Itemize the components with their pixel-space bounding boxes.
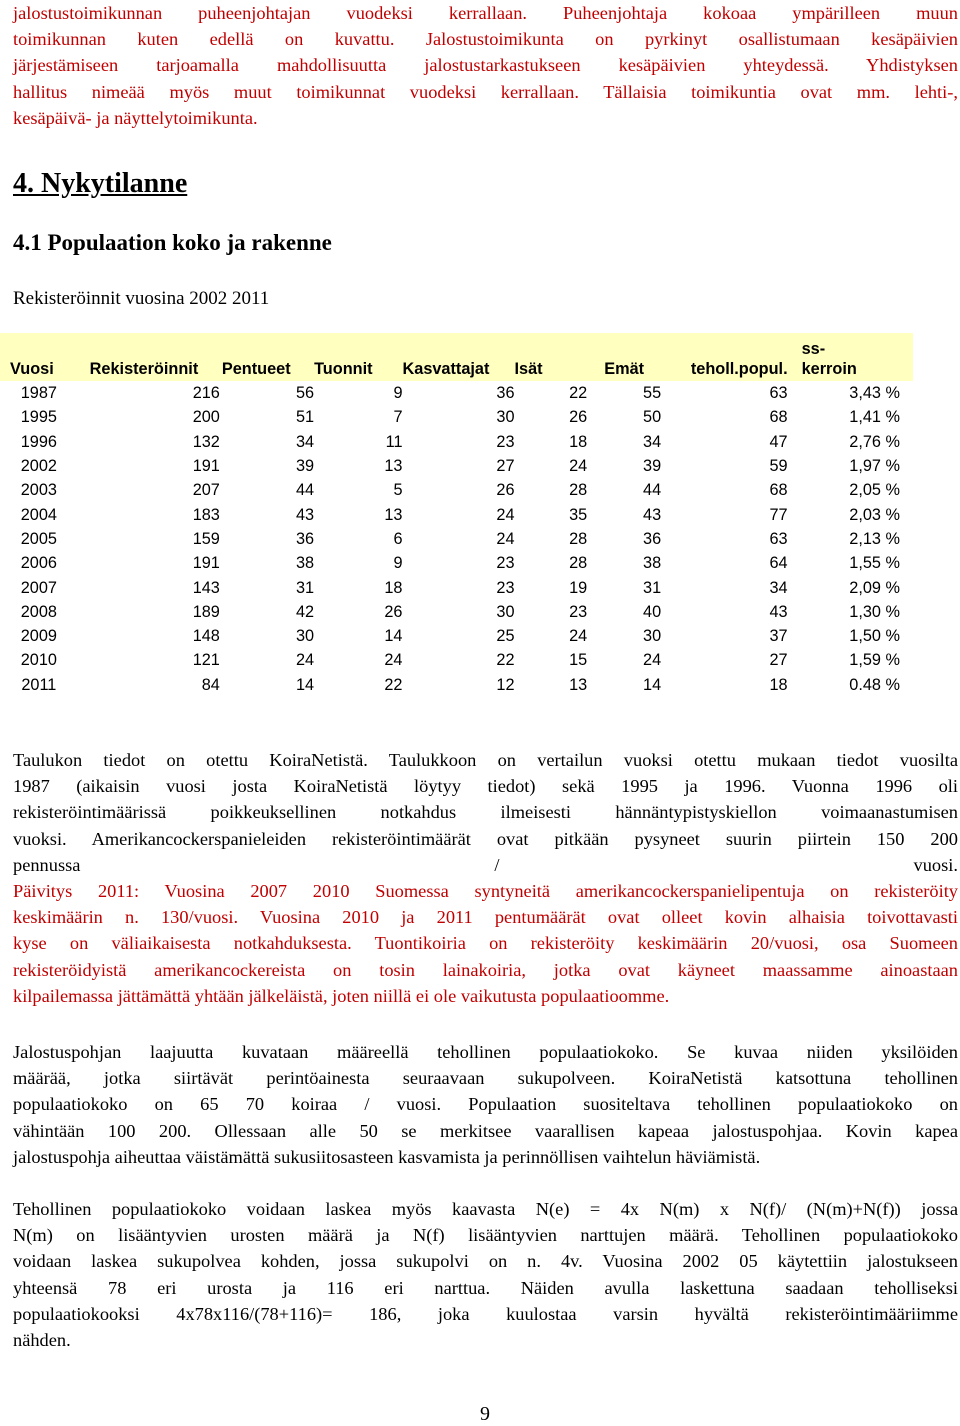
ss-kerroin-top: ss- xyxy=(801,340,826,358)
col-header-teholl-popul: teholl.popul. xyxy=(690,360,788,378)
table-row xyxy=(0,502,913,526)
table-cell: 200 xyxy=(192,408,220,427)
text-line: kyse on väliaikaisesta notkahduksesta. Tuontikoiria on rekisteröity keskimäärin 20/vuosi, osa Suomeen xyxy=(13,933,958,954)
table-cell: 44 xyxy=(295,481,315,500)
table-cell: 25 xyxy=(496,627,515,646)
table-cell: 2,76 % xyxy=(849,432,900,451)
table-cell: 22 xyxy=(384,675,403,694)
table-header-row xyxy=(0,333,913,381)
table-row xyxy=(0,648,913,672)
table-row xyxy=(0,624,913,648)
table-row xyxy=(0,551,913,575)
table-cell: 14 xyxy=(384,627,403,646)
text-line: määrää, jotka siirtävät perintöainesta seuraavaan sukupolveen. KoiraNetistä katsottuna tehollinen xyxy=(13,1068,958,1089)
section-heading-4: 4. Nykytilanne xyxy=(13,168,188,199)
table-cell: 51 xyxy=(295,408,315,427)
table-cell: 1,50 % xyxy=(849,627,900,646)
table-cell: 13 xyxy=(384,505,403,524)
text-line: yhteensä 78 eri urosta ja 116 eri narttua. Näiden avulla laskettuna saadaan teholliseksi xyxy=(13,1277,958,1298)
table-cell: 43 xyxy=(643,505,662,524)
table-cell: 31 xyxy=(643,578,662,597)
table-cell: 28 xyxy=(569,554,588,573)
table-cell: 26 xyxy=(569,408,588,427)
table-cell: 13 xyxy=(569,675,588,694)
table-cell: 24 xyxy=(384,651,403,670)
table-cell: 39 xyxy=(643,457,662,476)
table-cell: 3,43 % xyxy=(849,384,900,403)
table-cell: 34 xyxy=(769,578,788,597)
table-cell: 63 xyxy=(769,529,788,548)
table-cell: 18 xyxy=(384,578,403,597)
table-cell: 37 xyxy=(769,627,788,646)
table-cell: 55 xyxy=(643,384,662,403)
text-line: populaatiokoko on 65 70 koiraa / vuosi. Populaation suositeltava tehollinen populaatiokoko on xyxy=(13,1094,958,1115)
table-cell: 9 xyxy=(393,384,403,403)
text-line: kesäpäivä- ja näyttelytoimikunta. xyxy=(13,107,258,128)
table-cell: 13 xyxy=(384,457,403,476)
table-cell: 1,97 % xyxy=(849,457,900,476)
table-cell: 2,03 % xyxy=(849,505,900,524)
registrations-table xyxy=(0,333,913,697)
source-paragraph xyxy=(13,747,958,1009)
text-line: Tehollinen populaatiokoko voidaan laskea myös kaavasta N(e) = 4x N(m) x N(f)/ (N(m)+N(f)) jossa xyxy=(13,1199,958,1219)
table-cell: 191 xyxy=(192,554,220,573)
table-cell: 38 xyxy=(643,554,662,573)
section-heading-4-1: 4.1 Populaation koko ja rakenne xyxy=(13,230,332,255)
text-line: keskimäärin n. 130/vuosi. Vuosina 2010 ja 2011 pentumäärät ovat olleet kovin alhaisia toivottavasti xyxy=(13,907,958,928)
table-cell: 1,55 % xyxy=(849,554,900,573)
text-line: hallitus nimeää myös muut toimikunnat vuodeksi kerrallaan. Tällaisia toimikuntia ovat mm. lehti-, xyxy=(13,81,958,102)
table-cell: 22 xyxy=(569,384,588,403)
text-line: rekisteröidyistä amerikancockereista on tosin lainakoiria, jotka ovat käyneet maassamme ainoastaan xyxy=(13,959,958,980)
table-cell: 6 xyxy=(393,529,403,548)
table-cell: 43 xyxy=(295,505,315,524)
table-cell: 15 xyxy=(569,651,588,670)
table-cell: 1987 xyxy=(20,384,57,403)
table-cell: 12 xyxy=(496,675,515,694)
table-cell: 24 xyxy=(569,627,588,646)
table-cell: 191 xyxy=(192,457,220,476)
text-line: jalostustoimikunnan puheenjohtajan vuodeksi kerrallaan. Puheenjohtaja kokoaa ympärilleen muun xyxy=(13,3,958,23)
text-line: järjestämiseen tarjoamalla mahdollisuutta jalostustarkastukseen kesäpäivien yhteydessä. Yhdistyksen xyxy=(13,55,958,76)
table-cell: 24 xyxy=(496,529,515,548)
table-cell: 11 xyxy=(385,432,403,451)
table-cell: 18 xyxy=(769,675,788,694)
table-cell: 18 xyxy=(569,432,588,451)
table-cell: 148 xyxy=(192,627,220,646)
intro-paragraph xyxy=(13,0,958,131)
table-cell: 9 xyxy=(393,554,403,573)
table-cell: 30 xyxy=(295,627,315,646)
table-cell: 2005 xyxy=(20,529,57,548)
table-cell: 30 xyxy=(496,602,515,621)
table-row xyxy=(0,575,913,599)
table-cell: 7 xyxy=(393,408,403,427)
table-cell: 19 xyxy=(569,578,588,597)
table-cell: 2004 xyxy=(20,505,57,524)
formula-paragraph xyxy=(13,1196,958,1353)
text-line: rekisteröintimäärissä poikkeuksellinen notkahdus ilmeisesti hännäntypistyskiellon voimaanastumisen xyxy=(13,802,958,823)
table-cell: 63 xyxy=(769,384,788,403)
table-cell: 2010 xyxy=(20,651,57,670)
col-header-tuonnit: Tuonnit xyxy=(314,360,373,378)
text-line: pennussa / vuosi. xyxy=(13,854,958,875)
table-cell: 183 xyxy=(192,505,220,524)
table-cell: 27 xyxy=(769,651,788,670)
table-cell: 36 xyxy=(496,384,515,403)
text-line: N(m) on lisääntyvien urosten määrä ja N(f) lisääntyvien narttujen määrä. Tehollinen populaatiokoko xyxy=(13,1225,958,1246)
table-cell: 59 xyxy=(769,457,788,476)
table-cell: 36 xyxy=(295,529,315,548)
table-cell: 22 xyxy=(496,651,515,670)
table-cell: 2006 xyxy=(20,554,57,573)
table-cell: 47 xyxy=(769,432,788,451)
table-row xyxy=(0,673,913,697)
table-cell: 159 xyxy=(192,529,220,548)
table-cell: 26 xyxy=(384,602,403,621)
text-line: Päivitys 2011: Vuosina 2007 2010 Suomessa syntyneitä amerikancockerspanielipentuja on rekisteröity xyxy=(13,881,958,902)
table-cell: 143 xyxy=(192,578,220,597)
table-cell: 2002 xyxy=(20,457,57,476)
table-cell: 36 xyxy=(643,529,662,548)
table-cell: 34 xyxy=(295,432,315,451)
table-cell: 2,09 % xyxy=(849,578,900,597)
table-cell: 1995 xyxy=(20,408,57,427)
table-cell: 42 xyxy=(295,602,315,621)
table-cell: 5 xyxy=(393,481,403,500)
table-cell: 24 xyxy=(643,651,662,670)
table-cell: 2003 xyxy=(20,481,57,500)
table-cell: 1,41 % xyxy=(849,408,900,427)
table-cell: 40 xyxy=(643,602,662,621)
table-cell: 2008 xyxy=(20,602,57,621)
table-row xyxy=(0,454,913,478)
col-header-ss-kerroin xyxy=(792,333,913,381)
table-cell: 23 xyxy=(496,432,515,451)
table-cell: 77 xyxy=(769,505,788,524)
table-cell: 23 xyxy=(496,554,515,573)
table-cell: 68 xyxy=(769,408,788,427)
text-line: 1987 (aikaisin vuosi josta KoiraNetistä löytyy tiedot) sekä 1995 ja 1996. Vuonna 1996 oli xyxy=(13,776,958,797)
col-header-emat: Emät xyxy=(604,360,645,378)
table-cell: 14 xyxy=(643,675,662,694)
table-cell: 132 xyxy=(192,432,220,451)
text-line: voidaan laskea sukupolvea kohden, jossa sukupolvi on n. 4v. Vuosina 2002 05 käytettiin jalostukseen xyxy=(13,1251,958,1272)
table-cell: 44 xyxy=(643,481,662,500)
table-row xyxy=(0,527,913,551)
table-row xyxy=(0,405,913,429)
table-cell: 23 xyxy=(569,602,588,621)
table-cell: 39 xyxy=(295,457,315,476)
col-header-pentueet: Pentueet xyxy=(221,360,291,378)
col-header-rekisteroinnit: Rekisteröinnit xyxy=(89,360,199,378)
table-cell: 2009 xyxy=(20,627,57,646)
table-cell: 43 xyxy=(769,602,788,621)
table-row xyxy=(0,430,913,454)
table-cell: 23 xyxy=(496,578,515,597)
text-line: populaatiokooksi 4x78x116/(78+116)= 186, joka kuulostaa varsin hyvältä rekisteröintimääriimme xyxy=(13,1303,958,1324)
col-header-kasvattajat: Kasvattajat xyxy=(402,360,490,378)
text-line: toimikunnan kuten edellä on kuvattu. Jalostustoimikunta on pyrkinyt osallistumaan kesäpäivien xyxy=(13,29,958,50)
table-cell: 2,05 % xyxy=(849,481,900,500)
table-cell: 38 xyxy=(295,554,315,573)
table-row xyxy=(0,381,913,405)
table-row xyxy=(0,600,913,624)
table-cell: 189 xyxy=(192,602,220,621)
table-cell: 30 xyxy=(496,408,515,427)
table-cell: 84 xyxy=(201,675,220,694)
table-cell: 216 xyxy=(192,384,220,403)
col-header-vuosi: Vuosi xyxy=(10,360,54,378)
table-cell: 28 xyxy=(569,529,588,548)
text-line: Jalostuspohjan laajuutta kuvataan määreellä tehollinen populaatiokoko. Se kuvaa niiden yksilöiden xyxy=(13,1042,958,1062)
table-cell: 1,59 % xyxy=(849,651,900,670)
table-cell: 27 xyxy=(496,457,515,476)
table-cell: 24 xyxy=(569,457,588,476)
table-cell: 50 xyxy=(643,408,662,427)
table-cell: 121 xyxy=(192,651,220,670)
base-paragraph xyxy=(13,1039,958,1170)
text-line: vuoksi. Amerikancockerspanieleiden rekisteröintimäärät ovat pitkään pysyneet suurin piirtein 150 200 xyxy=(13,828,958,849)
table-cell: 68 xyxy=(769,481,788,500)
table-cell: 28 xyxy=(569,481,588,500)
table-cell: 24 xyxy=(496,505,515,524)
text-line: nähden. xyxy=(13,1330,71,1351)
table-cell: 2,13 % xyxy=(849,529,900,548)
text-line: jalostuspohja aiheuttaa väistämättä sukusiitosasteen kasvamista ja perinnöllisen vaihtelun häviämistä. xyxy=(13,1146,761,1167)
table-cell: 1,30 % xyxy=(849,602,900,621)
table-cell: 26 xyxy=(496,481,515,500)
table-cell: 31 xyxy=(295,578,315,597)
page-number: 9 xyxy=(480,1403,490,1425)
text-line: kilpailemassa jättämättä yhtään jälkeläistä, joten niillä ei ole vaikutusta populaatioomme. xyxy=(13,985,670,1006)
ss-kerroin-bottom: kerroin xyxy=(801,360,857,378)
table-cell: 1996 xyxy=(20,432,57,451)
table-row xyxy=(0,478,913,502)
col-header-isat: Isät xyxy=(514,360,543,378)
table-subtitle: Rekisteröinnit vuosina 2002 2011 xyxy=(13,288,270,309)
table-cell: 2011 xyxy=(21,675,57,694)
table-cell: 35 xyxy=(569,505,588,524)
table-cell: 0.48 % xyxy=(849,675,900,694)
table-cell: 207 xyxy=(192,481,220,500)
table-cell: 56 xyxy=(295,384,315,403)
text-line: vähintään 100 200. Ollessaan alle 50 se merkitsee vaarallisen kapeaa jalostuspohjaa. Kovin kapea xyxy=(13,1120,958,1141)
table-cell: 30 xyxy=(643,627,662,646)
table-cell: 64 xyxy=(769,554,788,573)
table-body xyxy=(0,381,913,697)
table-cell: 2007 xyxy=(20,578,57,597)
text-line: Taulukon tiedot on otettu KoiraNetistä. Taulukkoon on vertailun vuoksi otettu mukaan tiedot vuosilta xyxy=(13,750,958,770)
table-cell: 34 xyxy=(643,432,662,451)
table-cell: 24 xyxy=(295,651,315,670)
table-cell: 14 xyxy=(295,675,315,694)
